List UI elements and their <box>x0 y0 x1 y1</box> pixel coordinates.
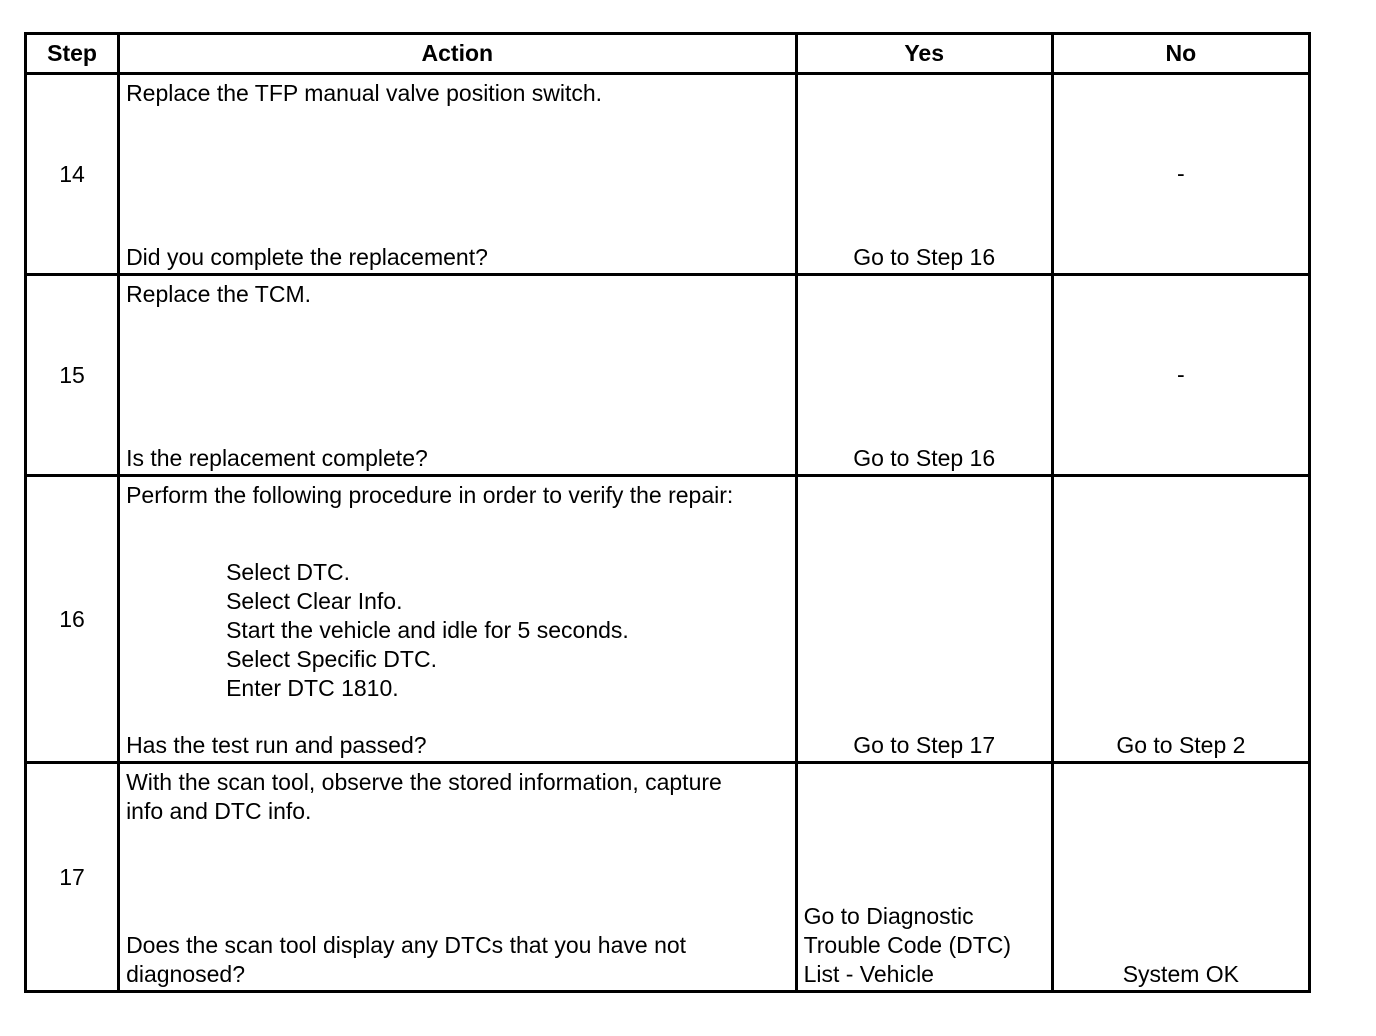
no-cell <box>1052 275 1309 476</box>
yes-result: Go to Step 16 <box>853 244 996 270</box>
action-instruction: With the scan tool, observe the stored information, capture info and DTC info. <box>126 769 722 824</box>
yes-cell <box>796 74 1052 275</box>
no-result: - <box>1177 160 1185 187</box>
no-result: Go to Step 2 <box>1116 732 1246 758</box>
table-row <box>26 74 1310 275</box>
procedure-step: Select DTC. <box>226 559 351 585</box>
action-instruction: Replace the TFP manual valve position switch. <box>126 80 603 106</box>
step-number: 17 <box>26 763 119 992</box>
yes-cell <box>796 275 1052 476</box>
no-result: - <box>1177 361 1185 388</box>
action-instruction: Replace the TCM. <box>126 281 311 307</box>
header-action: Action <box>119 34 797 74</box>
procedure-step: Select Specific DTC. <box>226 646 437 672</box>
table-header-row <box>26 34 1310 74</box>
step-number: 15 <box>26 275 119 476</box>
yes-cell <box>796 763 1052 992</box>
action-cell <box>119 275 797 476</box>
procedure-step: Start the vehicle and idle for 5 seconds. <box>226 617 629 643</box>
yes-result: Go to Step 16 <box>853 445 996 471</box>
step-number: 16 <box>26 476 119 763</box>
table-row <box>26 763 1310 992</box>
no-cell <box>1052 74 1309 275</box>
header-no: No <box>1052 34 1309 74</box>
no-cell <box>1052 476 1309 763</box>
procedure-step: Enter DTC 1810. <box>226 675 399 701</box>
action-cell <box>119 476 797 763</box>
procedure-step: Select Clear Info. <box>226 588 403 614</box>
yes-result: Go to Diagnostic Trouble Code (DTC) List - Vehicle <box>803 903 1012 987</box>
procedure-list <box>226 558 629 703</box>
yes-cell <box>796 476 1052 763</box>
no-result: System OK <box>1122 961 1240 987</box>
action-instruction: Perform the following procedure in order to verify the repair: <box>126 482 734 508</box>
action-question: Has the test run and passed? <box>126 732 427 758</box>
diagnostic-table <box>24 32 1311 993</box>
step-number: 14 <box>26 74 119 275</box>
action-cell <box>119 763 797 992</box>
action-question: Does the scan tool display any DTCs that you have not diagnosed? <box>126 932 687 987</box>
action-cell <box>119 74 797 275</box>
table-row <box>26 275 1310 476</box>
yes-result: Go to Step 17 <box>853 732 996 758</box>
action-question: Did you complete the replacement? <box>126 244 488 270</box>
header-yes: Yes <box>796 34 1052 74</box>
table-row <box>26 476 1310 763</box>
action-question: Is the replacement complete? <box>126 445 428 471</box>
no-cell <box>1052 763 1309 992</box>
header-step: Step <box>26 34 119 74</box>
